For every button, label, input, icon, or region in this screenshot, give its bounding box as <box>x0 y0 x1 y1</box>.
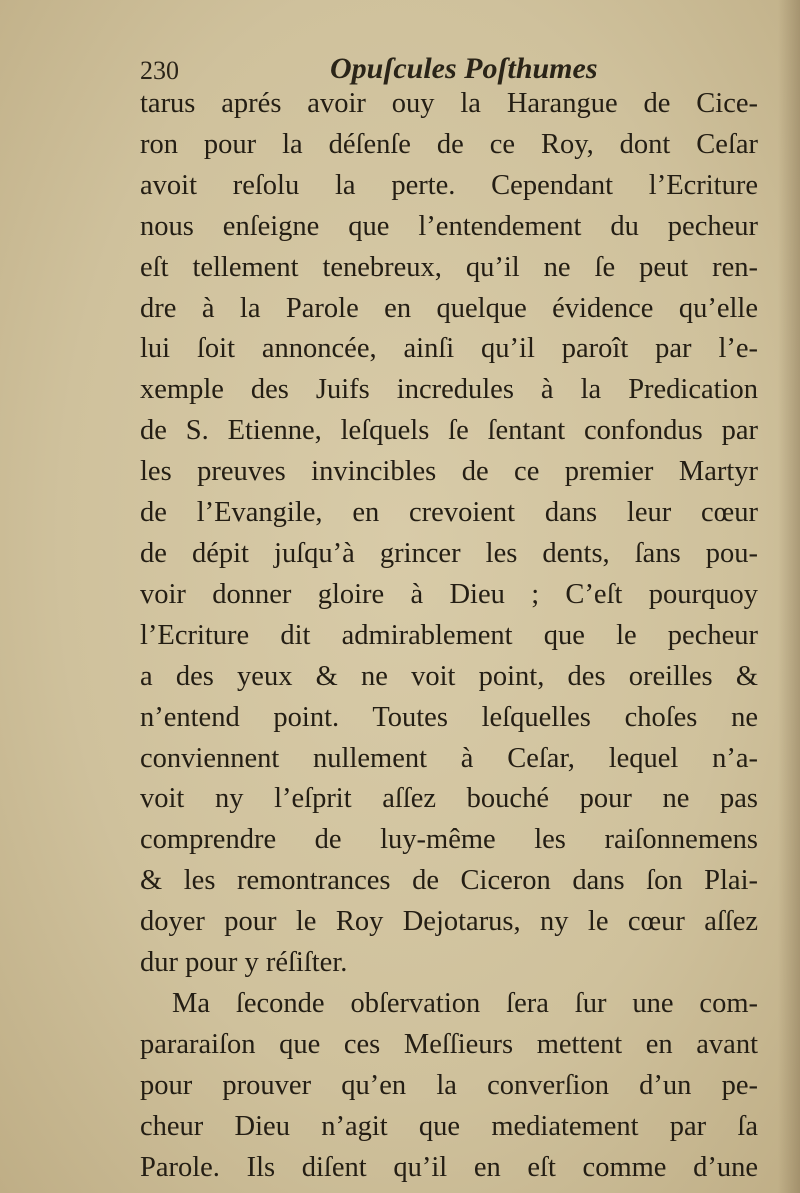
page-number: 230 <box>140 56 179 85</box>
text-line: de S. Etienne, leſquels ſe ſentant confondus par <box>140 415 758 447</box>
text-line: a des yeux & ne voit point, des oreilles & <box>140 660 758 692</box>
text-line: de l’Evangile, en crevoient dans leur cœur <box>140 497 758 529</box>
text-line: dre à la Parole en quelque évidence qu’elle <box>140 292 758 324</box>
text-line: xemple des Juifs incredules à la Predication <box>140 374 758 406</box>
text-line: n’entend point. Toutes leſquelles choſes ne <box>140 701 758 733</box>
paragraph-end-line: dur pour y réſiſter. <box>140 947 348 979</box>
text-line: avoit reſolu la perte. Cependant l’Ecriture <box>140 169 758 201</box>
text-line: l’Ecriture dit admirablement que le pecheur <box>140 619 758 651</box>
text-line: lui ſoit annoncée, ainſi qu’il paroît par l’e- <box>140 333 758 365</box>
text-line: & les remontrances de Ciceron dans ſon Plai- <box>140 865 758 897</box>
paragraph-start-line: Ma ſeconde obſervation ſera ſur une com- <box>172 987 758 1019</box>
text-line: eſt tellement tenebreux, qu’il ne ſe peut ren- <box>140 251 758 283</box>
text-line: Parole. Ils diſent qu’il en eſt comme d’une <box>140 1151 758 1183</box>
text-line: comprendre de luy-même les raiſonnemens <box>140 824 758 856</box>
body-text <box>140 84 758 1188</box>
text-line: nous enſeigne que l’entendement du pecheur <box>140 210 758 242</box>
text-line: voit ny l’eſprit aſſez bouché pour ne pas <box>140 783 758 815</box>
text-line: cheur Dieu n’agit que mediatement par ſa <box>140 1110 758 1142</box>
running-title: Opuſcules Poſthumes <box>330 52 598 85</box>
text-line: pour prouver qu’en la converſion d’un pe- <box>140 1069 758 1101</box>
text-line: les preuves invincibles de ce premier Martyr <box>140 456 758 488</box>
text-line: conviennent nullement à Ceſar, lequel n’a- <box>140 742 758 774</box>
page-edge-shadow <box>778 0 800 1193</box>
text-line: tarus aprés avoir ouy la Harangue de Cice- <box>140 88 758 119</box>
text-line: doyer pour le Roy Dejotarus, ny le cœur aſſez <box>140 906 758 938</box>
text-line: pararaiſon que ces Meſſieurs mettent en avant <box>140 1028 758 1060</box>
text-line: ron pour la déſenſe de ce Roy, dont Ceſar <box>140 128 758 160</box>
text-line: voir donner gloire à Dieu ; C’eſt pourquoy <box>140 578 758 610</box>
text-line: de dépit juſqu’à grincer les dents, ſans pou- <box>140 537 758 569</box>
